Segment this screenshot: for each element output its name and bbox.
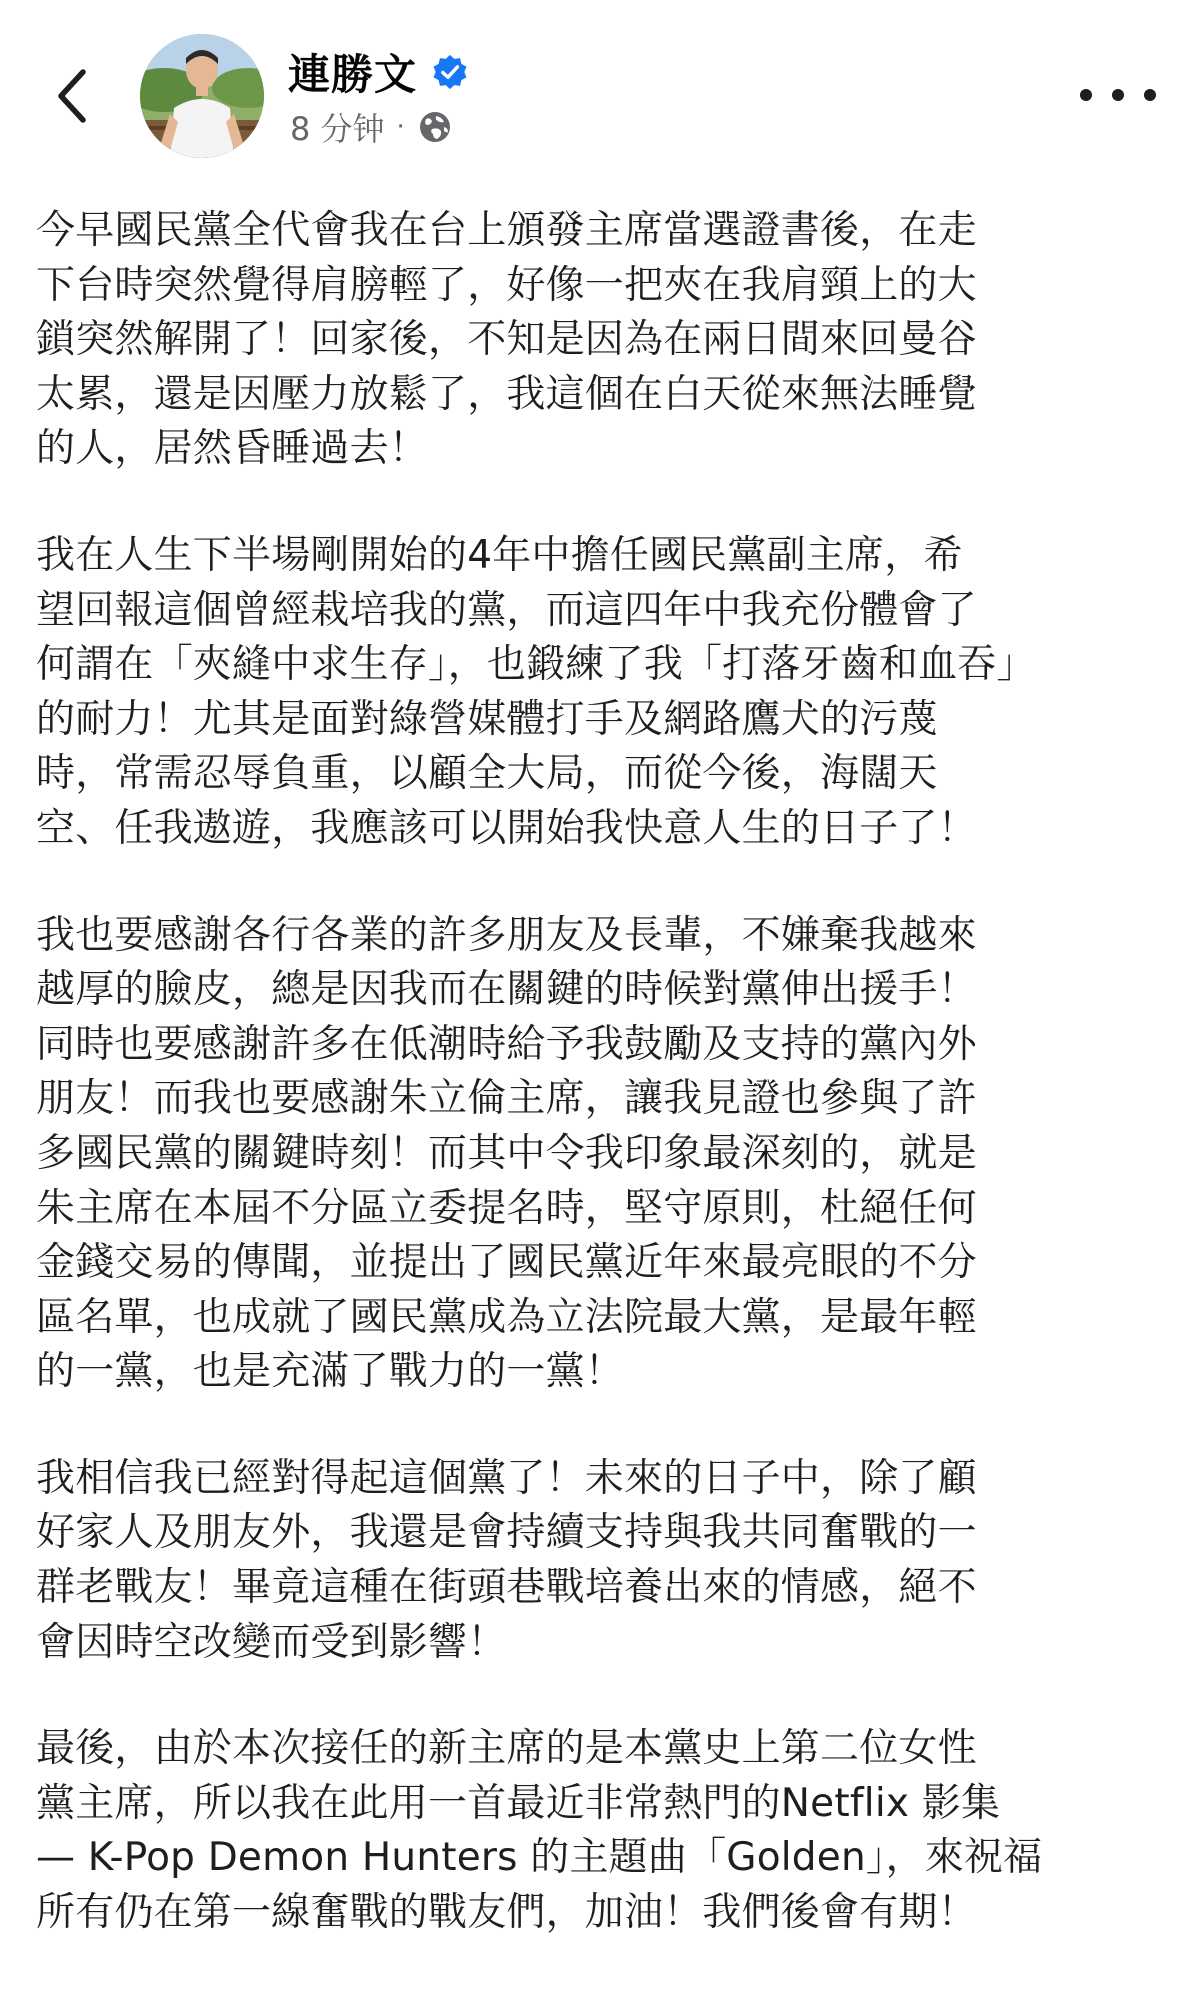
post-timestamp[interactable]: 8 分钟: [290, 110, 385, 148]
post-paragraph-5: 最後，由於本次接任的新主席的是本黨史上第二位女性 黨主席，所以我在此用一首最近非常熱門的Netflix 影集 — K-Pop Demon Hunters 的主題曲「Golden」，來祝福 所有仍在第一線奮戰的戰友們，加油！我們後會有期！: [36, 1726, 1043, 1936]
more-horizontal-icon: [1080, 89, 1092, 101]
chevron-left-icon: [55, 68, 89, 124]
avatar-photo: [140, 34, 264, 158]
post-paragraph-3: 我也要感謝各行各業的許多朋友及長輩，不嫌棄我越來 越厚的臉皮，總是因我而在關鍵的時候對黨伸出援手！ 同時也要感謝許多在低潮時給予我鼓勵及支持的黨內外 朋友！而我也要感謝朱立倫主席，讓我見證也參與了許 多國民黨的關鍵時刻！而其中令我印象最深刻的，就是 朱主席在本屆不分區立委提名時，堅守原則，杜絕任何 金錢交易的傳聞，並提出了國民黨近年來最亮眼的不分 區名單，也成就了國民黨成為立法院最大黨，是最年輕 的一黨，也是充滿了戰力的一黨！: [36, 912, 977, 1395]
back-button[interactable]: [44, 58, 100, 134]
post-body: [36, 204, 1146, 1993]
globe-icon[interactable]: [417, 109, 453, 145]
author-name-row: [288, 42, 469, 102]
post-paragraph-1: 今早國民黨全代會我在台上頒發主席當選證書後，在走 下台時突然覺得肩膀輕了，好像一把夾在我肩頸上的大 鎖突然解開了！回家後，不知是因為在兩日間來回曼谷 太累，還是因壓力放鬆了，我這個在白天從來無法睡覺 的人，居然昏睡過去！: [36, 208, 977, 472]
verified-badge-icon: [431, 53, 469, 91]
post-meta: [290, 104, 453, 150]
more-options-button[interactable]: [1080, 78, 1156, 112]
post-header: [0, 0, 1180, 170]
meta-separator: ·: [396, 112, 405, 142]
post-paragraph-2: 我在人生下半場剛開始的4年中擔任國民黨副主席，希 望回報這個曾經栽培我的黨，而這四年中我充份體會了 何謂在「夾縫中求生存」，也鍛練了我「打落牙齒和血吞」 的耐力！尤其是面對綠營媒體打手及網路鷹犬的污蔑 時，常需忍辱負重，以顧全大局，而從今後，海闊天 空、任我遨遊，我應該可以開始我快意人生的日子了！: [36, 532, 1036, 851]
author-avatar[interactable]: [140, 34, 264, 158]
author-name[interactable]: 連勝文: [288, 50, 418, 99]
post-paragraph-4: 我相信我已經對得起這個黨了！未來的日子中，除了顧 好家人及朋友外，我還是會持續支持與我共同奮戰的一 群老戰友！畢竟這種在街頭巷戰培養出來的情感，絕不 會因時空改變而受到影響！: [36, 1455, 977, 1665]
